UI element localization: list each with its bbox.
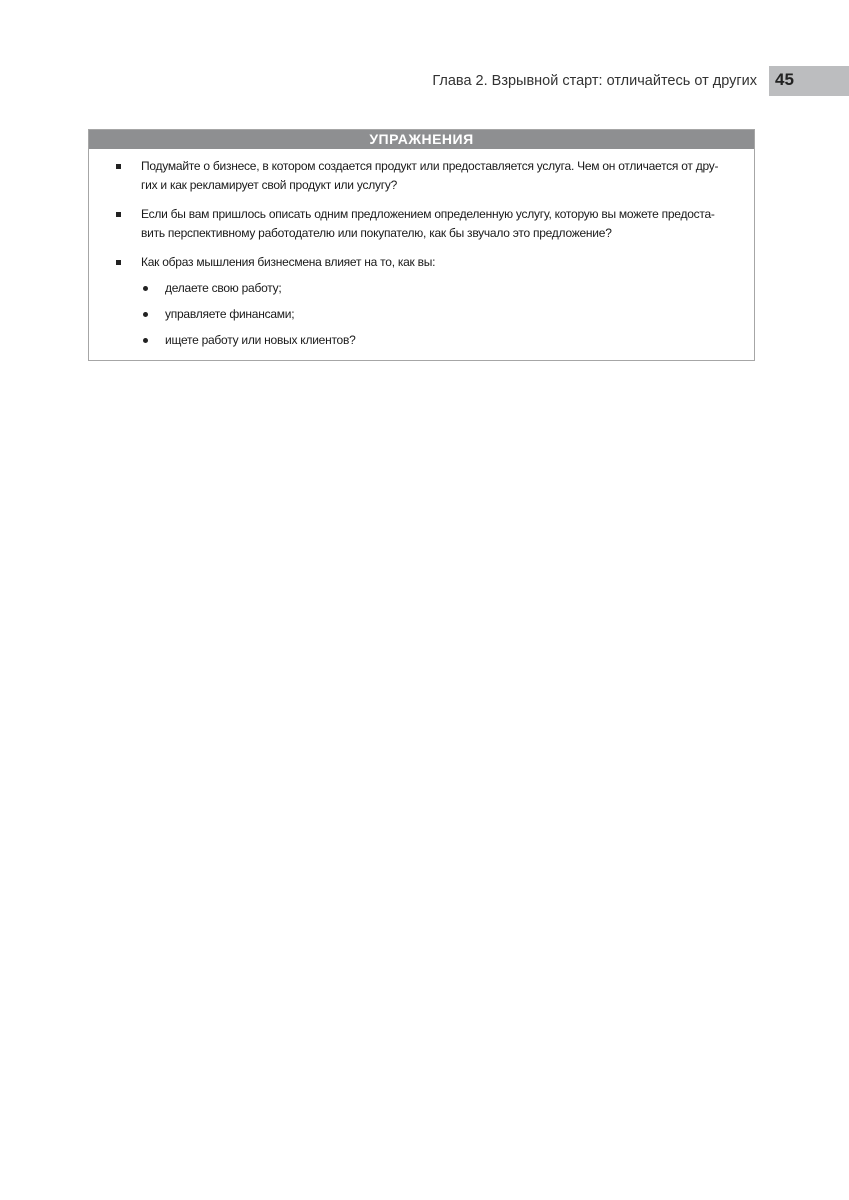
page-number: 45 <box>775 70 794 89</box>
exercise-item-1-line-2: гих и как рекламирует свой продукт или услугу? <box>141 178 398 192</box>
exercises-title: УПРАЖНЕНИЯ <box>89 130 754 149</box>
exercise-item-1-line-1: Подумайте о бизнесе, в котором создается продукт или предоставляется услуга. Чем он отличается от дру- <box>141 159 719 173</box>
dot-bullet-icon <box>143 338 148 343</box>
square-bullet-icon <box>116 164 121 169</box>
exercise-sub-item-3-text: ищете работу или новых клиентов? <box>165 333 356 347</box>
exercise-sub-item-2-text: управляете финансами; <box>165 307 295 321</box>
square-bullet-icon <box>116 212 121 217</box>
running-head <box>0 66 849 96</box>
chapter-title: Глава 2. Взрывной старт: отличайтесь от других <box>432 73 757 89</box>
page-number-tab <box>769 66 849 96</box>
exercise-sub-item-1-text: делаете свою работу; <box>165 281 282 295</box>
exercise-item-3-line-1: Как образ мышления бизнесмена влияет на то, как вы: <box>141 255 436 269</box>
exercise-item-2-line-1: Если бы вам пришлось описать одним предложением определенную услугу, которую вы можете предоста- <box>141 207 715 221</box>
exercise-item-2-line-2: вить перспективному работодателю или покупателю, как бы звучало это предложение? <box>141 226 612 240</box>
square-bullet-icon <box>116 260 121 265</box>
dot-bullet-icon <box>143 286 148 291</box>
exercises-box <box>88 129 755 361</box>
dot-bullet-icon <box>143 312 148 317</box>
